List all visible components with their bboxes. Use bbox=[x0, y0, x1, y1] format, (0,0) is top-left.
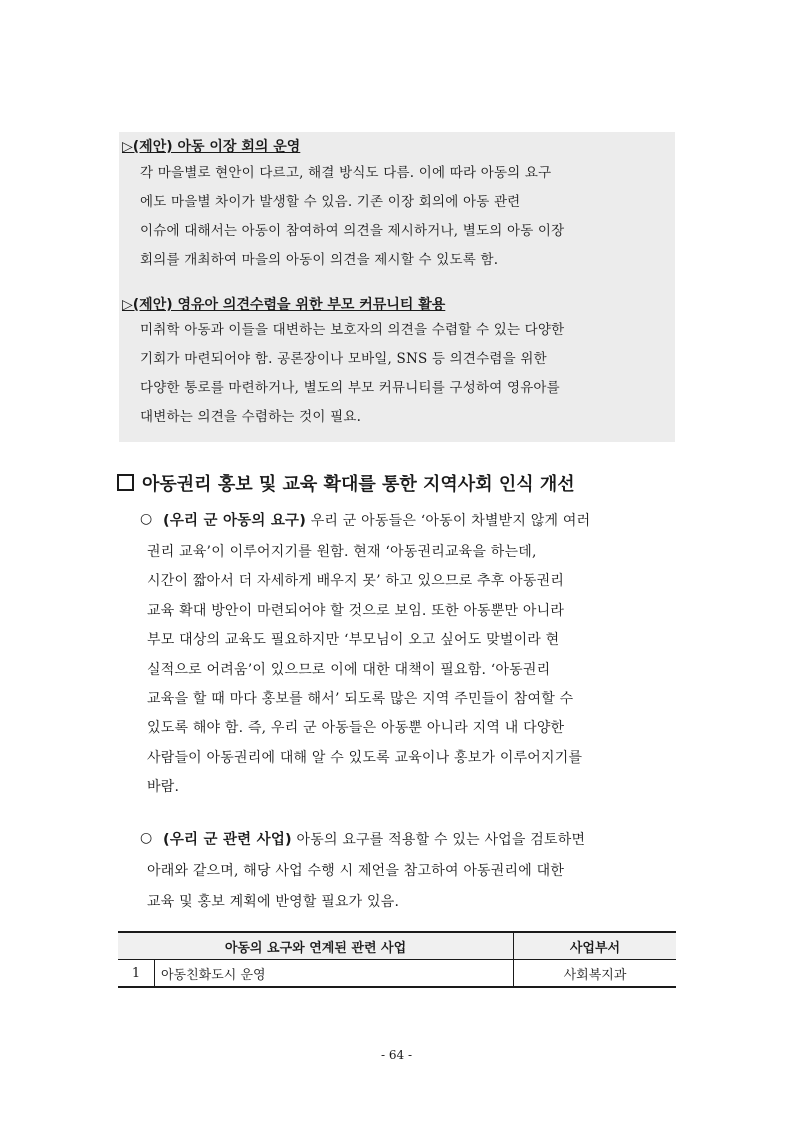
bullet-text: 우리 군 아동들은 ‘아동이 차별받지 않게 여러 bbox=[306, 513, 591, 529]
section-title-text: 아동권리 홍보 및 교육 확대를 통한 지역사회 인식 개선 bbox=[142, 474, 575, 495]
circle-bullet-icon: ○ bbox=[140, 511, 153, 527]
row-number: 1 bbox=[118, 960, 155, 988]
bullet-body-line: 사람들이 아동권리에 대해 알 수 있도록 교육이나 홍보가 이루어지기를 bbox=[147, 749, 583, 766]
bullet-body-line: 권리 교육’이 이루어지기를 원함. 현재 ‘아동권리교육을 하는데, bbox=[147, 544, 537, 560]
proposal-para-2 bbox=[140, 316, 564, 432]
text-line: 이슈에 대해서는 아동이 참여하여 의견을 제시하거나, 별도의 아동 이장 bbox=[140, 223, 565, 239]
bullet-body-line: 교육을 할 때 마다 홍보를 해서’ 되도록 많은 지역 주민들이 참여할 수 bbox=[147, 691, 574, 707]
section-title bbox=[117, 470, 575, 496]
checkbox-square-icon bbox=[117, 474, 134, 491]
bullet-text: 아동의 요구를 적용할 수 있는 사업을 검토하면 bbox=[291, 832, 586, 848]
proposal-para-1 bbox=[140, 159, 564, 275]
bullet-body-line: 아래와 같으며, 해당 사업 수행 시 제언을 참고하여 아동권리에 대한 bbox=[147, 863, 565, 879]
table-row bbox=[118, 960, 676, 988]
bullet-body-line: 실적으로 어려움’이 있으므로 이에 대한 대책이 필요함. ‘아동권리 bbox=[147, 661, 551, 678]
row-project: 아동친화도시 운영 bbox=[155, 960, 514, 988]
bullet-label: (우리 군 관련 사업) bbox=[163, 832, 292, 848]
text-line: 다양한 통로를 마련하거나, 별도의 부모 커뮤니티를 구성하여 영유아를 bbox=[140, 380, 560, 396]
text-line: 회의를 개최하여 마을의 아동이 의견을 제시할 수 있도록 함. bbox=[140, 252, 499, 268]
table-header-row bbox=[118, 932, 676, 960]
circle-bullet-icon: ○ bbox=[140, 830, 153, 846]
bullet-body-line: 교육 및 홍보 계획에 반영할 필요가 있음. bbox=[147, 894, 400, 910]
proposal-heading-1: ▷(제안) 아동 이장 회의 운영 bbox=[122, 139, 301, 155]
bullet-body-line: 있도록 해야 함. 즉, 우리 군 아동들은 아동뿐 아니라 지역 내 다양한 bbox=[147, 720, 565, 737]
header-department: 사업부서 bbox=[514, 932, 677, 960]
row-department: 사회복지과 bbox=[514, 960, 677, 988]
proposal-heading-2: ▷(제안) 영유아 의견수렴을 위한 부모 커뮤니티 활용 bbox=[122, 297, 446, 313]
bullet-line bbox=[163, 509, 590, 530]
text-line: 대변하는 의견을 수렴하는 것이 필요. bbox=[140, 409, 362, 425]
related-projects-table bbox=[118, 931, 676, 988]
bullet-body-line: 시간이 짧아서 더 자세하게 배우지 못’ 하고 있으므로 추후 아동권리 bbox=[147, 573, 565, 590]
bullet-line bbox=[163, 828, 585, 849]
text-line: 기회가 마련되어야 함. 공론장이나 모바일, SNS 등 의견수렴을 위한 bbox=[140, 351, 547, 367]
text-line: 에도 마을별 차이가 발생할 수 있음. 기존 이장 회의에 아동 관련 bbox=[140, 194, 521, 210]
bullet-label: (우리 군 아동의 요구) bbox=[163, 513, 307, 529]
bullet-body-line: 교육 확대 방안이 마련되어야 할 것으로 보임. 또한 아동뿐만 아니라 bbox=[147, 602, 565, 619]
page-number: - 64 - bbox=[380, 1048, 412, 1062]
text-line: 미취학 아동과 이들을 대변하는 보호자의 의견을 수렴할 수 있는 다양한 bbox=[140, 322, 565, 338]
bullet-body-line: 부모 대상의 교육도 필요하지만 ‘부모님이 오고 싶어도 맞벌이라 현 bbox=[147, 632, 560, 649]
header-project: 아동의 요구와 연계된 관련 사업 bbox=[118, 932, 514, 960]
text-line: 각 마을별로 현안이 다르고, 해결 방식도 다름. 이에 따라 아동의 요구 bbox=[140, 165, 552, 181]
bullet-body-line: 바람. bbox=[147, 779, 180, 796]
